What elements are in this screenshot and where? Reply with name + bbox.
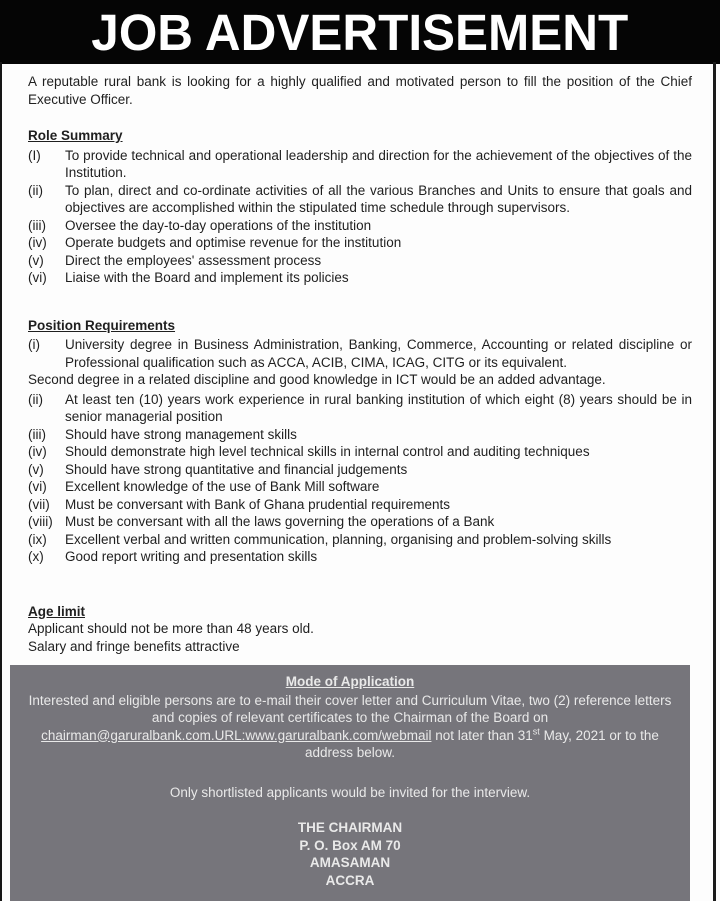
shortlist-note: Only shortlisted applicants would be invited for the interview.: [169, 784, 531, 800]
address-line: P. O. Box AM 70: [299, 837, 401, 853]
item-label: (vi): [28, 270, 47, 285]
item-text: University degree in Business Administration, Banking, Commerce, Accounting or related discipline or Professional qualification such as ACCA, ACIB, CIMA, ICAG, CITG or its equivalent.: [65, 337, 692, 370]
item-text: Should have strong management skills: [65, 426, 297, 442]
item-label: (vi): [28, 479, 47, 494]
item-text: Liaise with the Board and implement its policies: [65, 270, 349, 285]
mode-of-application-heading-text: Mode of Application: [285, 674, 415, 689]
list-item: [28, 217, 692, 235]
item-label: (iv): [28, 235, 47, 250]
page-border-left: [0, 62, 2, 901]
item-label: (v): [28, 252, 44, 268]
list-item: [28, 461, 692, 479]
item-label: (x): [28, 549, 44, 564]
list-item: [28, 496, 692, 514]
list-item: [28, 336, 692, 371]
mode-of-application-panel: [10, 665, 690, 901]
page-border-right: [713, 62, 716, 901]
item-text: Oversee the day-to-day operations of the institution: [65, 217, 372, 233]
list-item: [28, 426, 692, 444]
list-item: [28, 147, 692, 182]
age-limit-heading: [28, 603, 692, 621]
age-limit-line: Applicant should not be more than 48 years old.: [28, 621, 314, 636]
item-text: Operate budgets and optimise revenue for the institution: [65, 235, 402, 250]
position-requirements-heading: [28, 317, 692, 335]
header-banner: [0, 0, 720, 64]
application-instructions: [24, 692, 676, 762]
address-line: AMASAMAN: [309, 855, 391, 870]
item-text: Good report writing and presentation skills: [65, 549, 318, 564]
list-item: [28, 391, 692, 426]
role-summary-heading: [28, 127, 692, 145]
list-item: [28, 252, 692, 270]
list-item: [28, 478, 692, 496]
item-label: (iv): [28, 444, 47, 459]
item-text: At least ten (10) years work experience in rural banking institution of which eight (8) years should be in senior managerial position: [65, 391, 692, 424]
list-item: [28, 443, 692, 461]
item-label: (iii): [28, 217, 46, 233]
role-summary-list: [28, 147, 692, 287]
application-email-url: chairman@garuralbank.com.URL:www.garuralbank.com/webmail: [41, 727, 432, 743]
list-item: [28, 531, 692, 549]
mode-of-application-heading: [24, 673, 676, 691]
address-line: THE CHAIRMAN: [297, 820, 403, 835]
postal-address-block: [24, 819, 676, 889]
intro-paragraph: A reputable rural bank is looking for a highly qualified and motivated person to fill the position of the Chief Executive Officer.: [28, 74, 692, 107]
list-item: [28, 182, 692, 217]
item-label: (I): [28, 147, 41, 163]
item-text: Must be conversant with all the laws governing the operations of a Bank: [65, 514, 495, 529]
item-text: Should have strong quantitative and financial judgements: [65, 461, 408, 477]
document-body: [0, 64, 720, 655]
item-text: Excellent knowledge of the use of Bank Mill software: [65, 479, 380, 494]
item-label: (v): [28, 461, 44, 477]
list-item: [28, 234, 692, 252]
position-requirements-list-top: [28, 336, 692, 371]
instructions-after-link: not later than 31: [431, 727, 533, 743]
item-label: (ii): [28, 182, 43, 198]
item-label: (ix): [28, 531, 47, 547]
page-title: JOB ADVERTISEMENT: [91, 3, 629, 61]
item-label: (viii): [28, 514, 53, 529]
item-label: (i): [28, 337, 40, 352]
age-limit-heading-text: Age limit: [28, 603, 86, 619]
item-label: (vii): [28, 496, 50, 512]
role-summary-heading-text: Role Summary: [28, 128, 123, 143]
item-text: Should demonstrate high level technical skills in internal control and auditing techniques: [65, 444, 590, 459]
item-text: To plan, direct and co-ordinate activities of all the various Branches and Units to ensure that goals and objectives are accomplished within the stipulated time schedule through supervisors.: [65, 182, 692, 215]
list-item: [28, 269, 692, 287]
date-ordinal-superscript: st: [532, 726, 540, 736]
salary-line: Salary and fringe benefits attractive: [28, 638, 240, 654]
item-text: To provide technical and operational leadership and direction for the achievement of the objectives of the Institution.: [65, 147, 692, 180]
list-item: [28, 513, 692, 531]
position-requirements-heading-text: Position Requirements: [28, 317, 176, 333]
item-text: Must be conversant with Bank of Ghana prudential requirements: [65, 496, 450, 512]
second-degree-note: Second degree in a related discipline and good knowledge in ICT would be an added advantage.: [28, 372, 606, 387]
item-text: Direct the employees' assessment process: [65, 252, 322, 268]
position-requirements-list: [28, 391, 692, 566]
item-label: (ii): [28, 391, 43, 407]
instructions-tail: May, 2021 or to the address below.: [304, 727, 659, 760]
instructions-lead: Interested and eligible persons are to e-mail their cover letter and Curriculum Vitae, two (2) reference letters and copies of relevant certificates to the Chairman of the Board on: [28, 692, 672, 725]
item-text: Excellent verbal and written communication, planning, organising and problem-solving skills: [65, 531, 612, 547]
address-line: ACCRA: [325, 872, 375, 888]
item-label: (iii): [28, 426, 46, 442]
list-item: [28, 548, 692, 566]
